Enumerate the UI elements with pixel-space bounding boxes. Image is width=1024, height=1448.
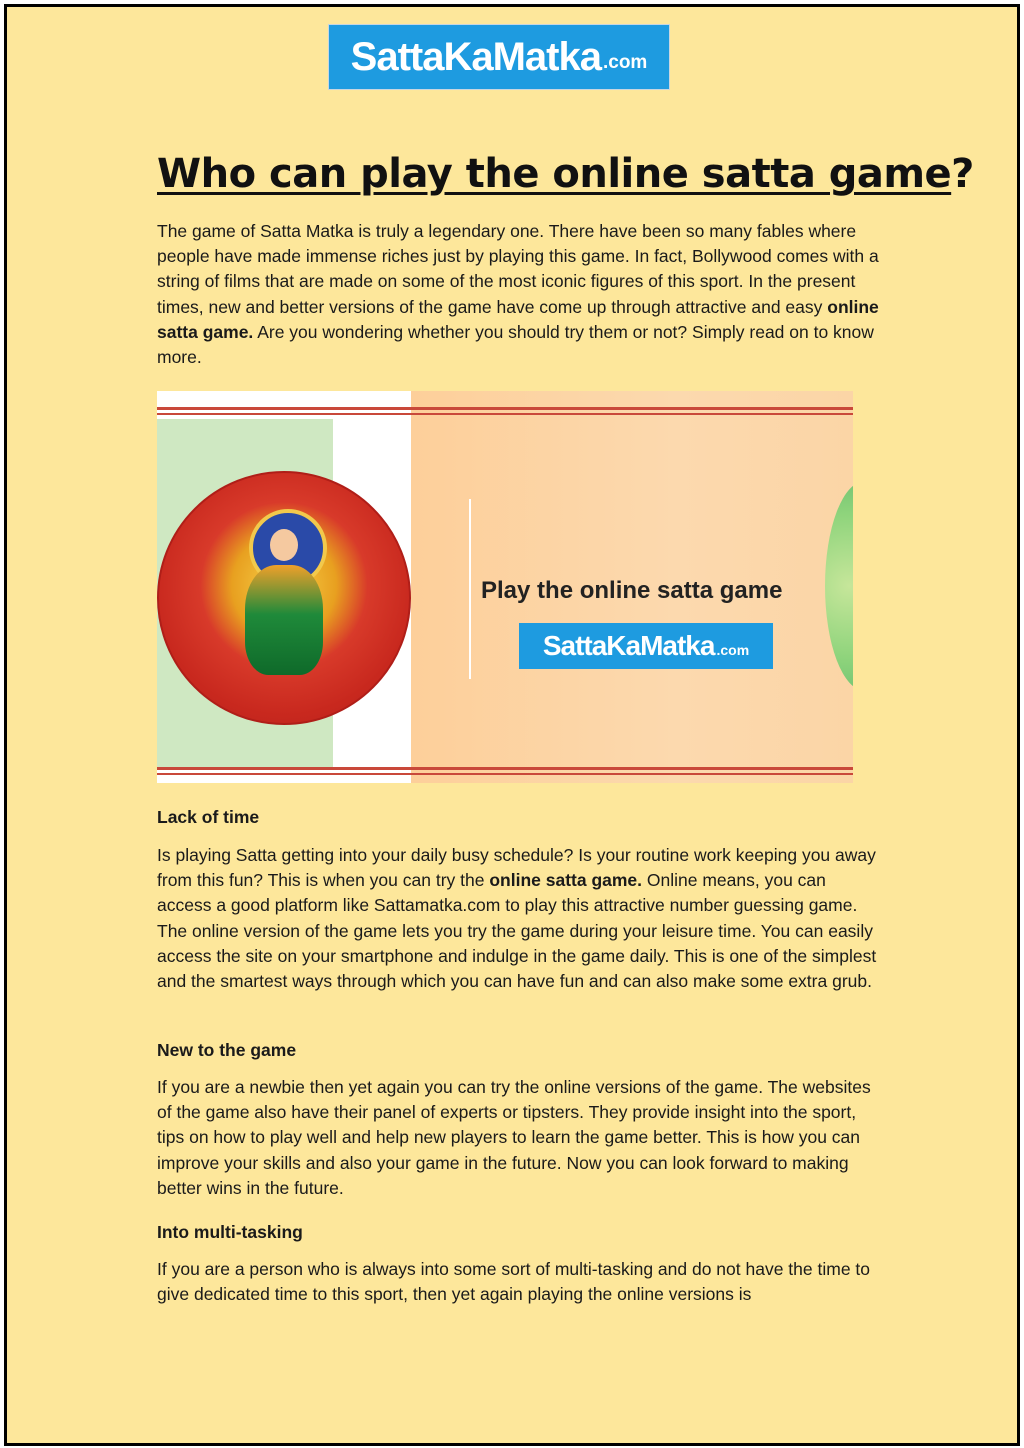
lack-text-1: Is playing Satta getting into your daily busy schedule? Is your routine work keeping you away from this fun? This is when you can try the bbox=[157, 845, 876, 891]
page-title-text: Who can play the online satta game bbox=[157, 151, 952, 197]
banner-logo-text: SattaKaMatka bbox=[542, 630, 715, 661]
heading-lack-of-time: Lack of time bbox=[157, 807, 260, 827]
intro-text-2: Are you wondering whether you should try them or not? Simply read on to know more. bbox=[157, 321, 874, 368]
intro-text-1: The game of Satta Matka is truly a legendary one. There have been so many fables where people have made immense riches just by playing this game. In fact, Bollywood comes with a string of films that are made on some of the most iconic figures of this sport. In the present times, new and better versions of the game have come up through attractive and easy bbox=[157, 221, 879, 317]
intro-paragraph bbox=[157, 219, 882, 370]
logo-text: SattaKaMatka bbox=[350, 34, 601, 79]
banner-bottom-line-2 bbox=[157, 773, 853, 775]
banner-top-line bbox=[157, 407, 853, 410]
document-page bbox=[4, 4, 1020, 1446]
logo-suffix: .com bbox=[602, 52, 648, 73]
goddess-figure bbox=[245, 565, 323, 675]
page-title-punct: ? bbox=[951, 151, 974, 197]
paragraph-lack-of-time bbox=[157, 843, 882, 994]
banner-top-line-2 bbox=[157, 413, 853, 415]
lack-bold: online satta game. bbox=[489, 870, 643, 891]
banner-divider bbox=[469, 499, 471, 679]
heading-multi-tasking: Into multi-tasking bbox=[157, 1222, 303, 1242]
banner-bottom-line bbox=[157, 767, 853, 770]
banner-title: Play the online satta game bbox=[481, 577, 783, 604]
site-logo[interactable] bbox=[328, 24, 670, 90]
intro-bold: online satta game. bbox=[157, 296, 879, 342]
heading-new-to-the-game: New to the game bbox=[157, 1040, 297, 1060]
goddess-face bbox=[270, 529, 298, 561]
banner-logo bbox=[519, 623, 773, 669]
lack-text-2: Online means, you can access a good platform like Sattamatka.com to play this attractive number guessing game. The online version of the game lets you try the game during your leisure time. You can easily access the site on your smartphone and indulge in the game daily. This is one of the simplest and the smartest ways through which you can have fun and can also make some extra grub. bbox=[157, 870, 877, 992]
banner-image bbox=[157, 391, 853, 783]
page-title bbox=[157, 151, 974, 197]
paragraph-multi-tasking: If you are a person who is always into some sort of multi-tasking and do not have the time to give dedicated time to this sport, then yet again playing the online versions is bbox=[157, 1259, 871, 1305]
paragraph-new-to-the-game: If you are a newbie then yet again you can try the online versions of the game. The websites of the game also have their panel of experts or tipsters. They provide insight into the sport, tips on how to play well and help new players to learn the game better. This is how you can improve your skills and also your game in the future. Now you can look forward to making better wins in the future. bbox=[157, 1077, 871, 1198]
banner-logo-suffix: .com bbox=[716, 642, 750, 658]
